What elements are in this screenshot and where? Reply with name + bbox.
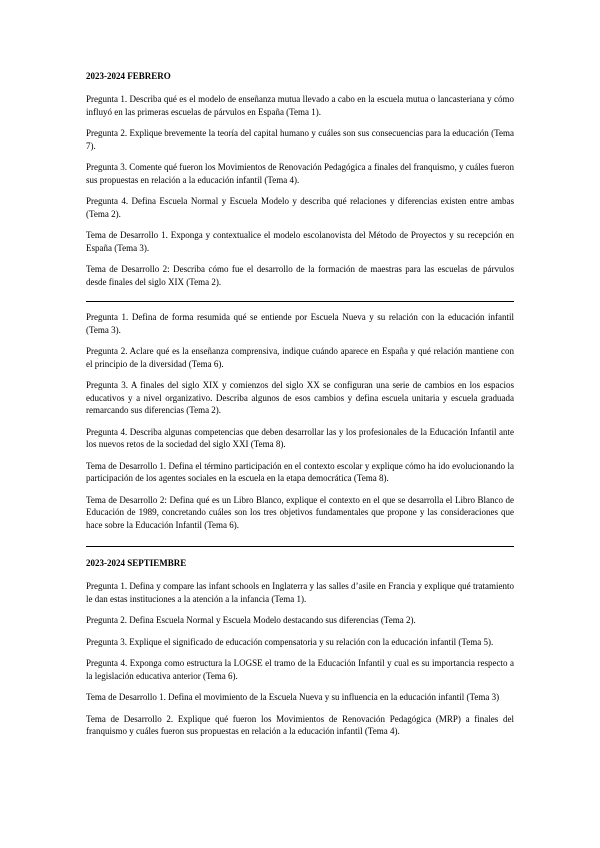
question-septiembre-1: Pregunta 1. Defina y compare las infant schools en Inglaterra y las salles d’asile en Francia y explique qué tratamiento le dan estas instituciones a la atención a la infancia (Tema 1). (86, 581, 514, 604)
section-title-septiembre: 2023-2024 SEPTIEMBRE (86, 558, 187, 568)
question-reserva-2: Pregunta 2. Aclare qué es la enseñanza comprensiva, indique cuándo aparece en España y qué relación mantiene con el principio de la diversidad (Tema 6). (86, 346, 514, 369)
question-reserva-desarrollo-1: Tema de Desarrollo 1. Defina el término participación en el contexto escolar y explique cómo ha ido evolucionando la participación de los agentes sociales en la escuela en la etapa democrática (Tema 8). (86, 460, 514, 483)
question-reserva-1: Pregunta 1. Defina de forma resumida qué se entiende por Escuela Nueva y su relación con la educación infantil (Tema 3). (86, 312, 514, 335)
question-febrero-2: Pregunta 2. Explique brevemente la teoría del capital humano y cuáles son sus consecuencias para la educación (Tema 7). (86, 128, 514, 151)
question-reserva-4: Pregunta 4. Describa algunas competencias que deben desarrollar las y los profesionales de la Educación Infantil ante los nuevos retos de la sociedad del siglo XXI (Tema 8). (86, 426, 514, 449)
section-divider (86, 301, 514, 302)
section-febrero-reserva (86, 311, 514, 531)
section-septiembre (86, 557, 514, 738)
question-septiembre-4: Pregunta 4. Exponga como estructura la LOGSE el tramo de la Educación Infantil y cual es su importancia respecto a la legislación educativa anterior (Tema 6). (86, 658, 514, 681)
question-septiembre-desarrollo-1: Tema de Desarrollo 1. Defina el movimiento de la Escuela Nueva y su influencia en la educación infantil (Tema 3) (86, 692, 500, 702)
question-febrero-3: Pregunta 3. Comente qué fueron los Movimientos de Renovación Pedagógica a finales del franquismo, y cuáles fueron sus propuestas en relación a la educación infantil (Tema 4). (86, 162, 514, 185)
question-septiembre-desarrollo-2: Tema de Desarrollo 2. Explique qué fueron los Movimientos de Renovación Pedagógica (MRP) a finales del franquismo y cuáles fueron sus propuestas en relación a la educación infantil (Tema 4). (86, 713, 514, 736)
question-septiembre-2: Pregunta 2. Defina Escuela Normal y Escuela Modelo destacando sus diferencias (Tema 2). (86, 615, 416, 625)
question-febrero-desarrollo-1: Tema de Desarrollo 1. Exponga y contextualice el modelo escolanovista del Método de Proyectos y su recepción en España (Tema 3). (86, 230, 514, 253)
section-divider (86, 546, 514, 547)
question-septiembre-3: Pregunta 3. Explique el significado de educación compensatoria y su relación con la educación infantil (Tema 5). (86, 636, 494, 647)
question-febrero-4: Pregunta 4. Defina Escuela Normal y Escuela Modelo y describa qué relaciones y diferencias existen entre ambas (Tema 2). (86, 196, 514, 219)
question-reserva-desarrollo-2: Tema de Desarrollo 2: Defina qué es un Libro Blanco, explique el contexto en el que se desarrolla el Libro Blanco de Educación de 1989, concretando cuáles son los tres objetivos fundamentales que propone y las consideraciones que hace sobre la Educación Infantil (Tema 6). (86, 494, 514, 530)
section-febrero (86, 70, 514, 288)
question-febrero-desarrollo-2: Tema de Desarrollo 2: Describa cómo fue el desarrollo de la formación de maestras para las escuelas de párvulos desde finales del siglo XIX (Tema 2). (86, 264, 514, 287)
question-febrero-1: Pregunta 1. Describa qué es el modelo de enseñanza mutua llevado a cabo en la escuela mutua o lancasteriana y cómo influyó en las primeras escuelas de párvulos en España (Tema 1). (86, 94, 514, 117)
document-page (86, 70, 514, 747)
question-reserva-3: Pregunta 3. A finales del siglo XIX y comienzos del siglo XX se configuran una serie de cambios en los espacios educativos y a nivel organizativo. Describa algunos de esos cambios y defina escuela unitaria y escuela graduada remarcando sus diferencias (Tema 2). (86, 380, 514, 415)
section-title-febrero: 2023-2024 FEBRERO (86, 71, 171, 81)
